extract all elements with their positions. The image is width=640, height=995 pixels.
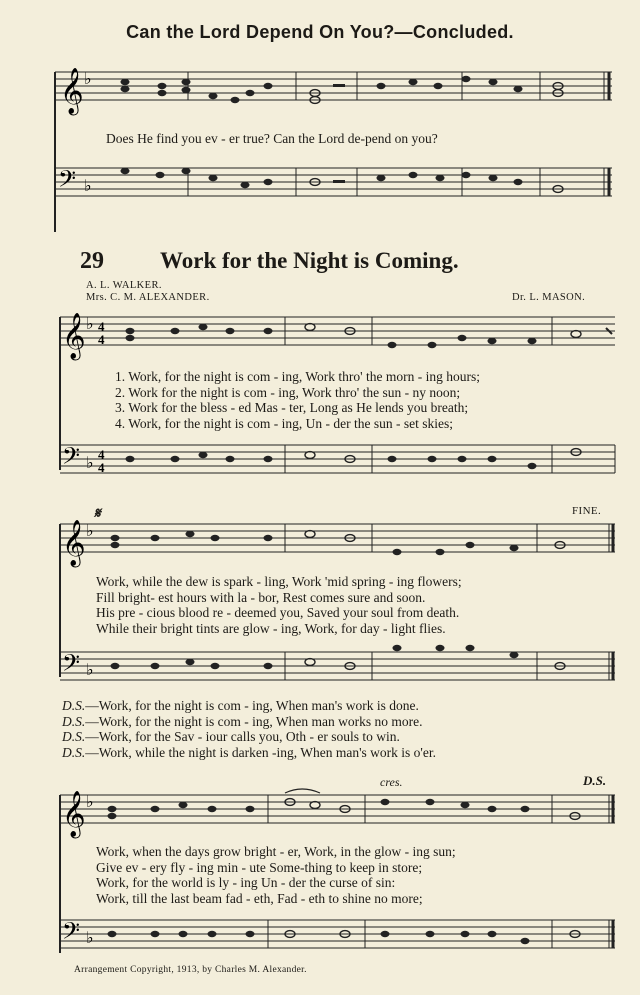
bass-clef-icon: 𝄢 xyxy=(62,442,81,475)
treble-clef-icon: 𝄞 xyxy=(62,520,86,566)
verse-3-line: His pre - cious blood re - deemed you, Saved your soul from death. xyxy=(96,605,460,620)
verse-3-line: 3. Work for the bless - ed Mas - ter, Long as He lends you breath; xyxy=(115,400,469,415)
treble-clef-icon: 𝄞 xyxy=(62,313,86,359)
flat-icon: ♭ xyxy=(86,660,94,679)
svg-text:4: 4 xyxy=(98,460,105,475)
flat-icon: ♭ xyxy=(84,69,92,88)
bass-clef-icon: 𝄢 xyxy=(62,649,81,682)
crescendo-mark: cres. xyxy=(380,775,403,789)
copyright-notice: Arrangement Copyright, 1913, by Charles M. Alexander. xyxy=(74,965,307,975)
svg-text:4: 4 xyxy=(98,447,105,462)
treble-clef-icon: 𝄞 xyxy=(62,791,86,837)
verse-1-line: Work, while the dew is spark - ling, Work 'mid spring - ing flowers; xyxy=(96,574,462,589)
arranger-credit: Mrs. C. M. ALEXANDER. xyxy=(86,292,210,303)
music-credit: Dr. L. MASON. xyxy=(512,292,586,303)
fine-mark: FINE. xyxy=(572,505,602,517)
ds-verse-4-line: D.S.—Work, while the night is darken -ing, When man's work is o'er. xyxy=(62,744,436,760)
hymn-number: 29 xyxy=(80,248,104,274)
time-sig-top: 4 xyxy=(98,319,105,334)
words-credit: A. L. WALKER. xyxy=(86,280,162,291)
treble-clef-icon: 𝄞 xyxy=(60,68,84,114)
hymn-title: Work for the Night is Coming. xyxy=(160,248,459,273)
system1-treble-staff xyxy=(0,305,640,365)
continuation-title: Can the Lord Depend On You?—Concluded. xyxy=(126,22,514,42)
ds-verse-2-line: D.S.—Work, for the night is com - ing, When man works no more. xyxy=(62,713,423,729)
slur xyxy=(285,789,320,793)
top-lyric-line: Does He find you ev - er true? Can the Lord de-pend on you? xyxy=(106,131,438,146)
system1-bass-staff xyxy=(0,435,640,485)
verse-4-line: 4. Work, for the night is com - ing, Un - der the sun - set skies; xyxy=(115,415,453,431)
verse-4-line: While their bright tints are glow - ing, Work, for day - light flies. xyxy=(96,620,446,636)
ds-lyrics xyxy=(62,698,436,760)
flat-icon: ♭ xyxy=(86,453,94,472)
system3-bass-staff xyxy=(0,910,640,960)
flat-icon: ♭ xyxy=(84,176,92,195)
bass-clef-icon: 𝄢 xyxy=(58,165,77,198)
verse-2-line: Give ev - ery fly - ing min - ute Some-thing to keep in store; xyxy=(96,859,423,875)
ds-verse-3-line: D.S.—Work, for the Sav - iour calls you, Oth - er souls to win. xyxy=(62,729,400,744)
verse-2-line: 2. Work for the night is com - ing, Work thro' the sun - ny noon; xyxy=(115,384,461,400)
flat-icon: ♭ xyxy=(86,314,94,333)
verse-3-line: Work, for the world is ly - ing Un - der the curse of sin: xyxy=(96,875,396,890)
flat-icon: ♭ xyxy=(86,521,94,540)
top-treble-staff xyxy=(0,62,640,112)
verse-2-line: Fill bright- est hours with la - bor, Rest comes sure and soon. xyxy=(96,589,426,605)
ds-mark: D.S. xyxy=(583,773,607,788)
system3-treble-staff xyxy=(0,783,640,843)
system3-lyrics xyxy=(96,844,456,906)
segno-icon: 𝄋 xyxy=(94,506,101,522)
time-sig-bottom: 4 xyxy=(98,332,105,347)
system2-bass-staff xyxy=(0,642,640,692)
system2-treble-staff xyxy=(0,512,640,572)
system1-lyrics xyxy=(115,369,480,431)
flat-icon: ♭ xyxy=(86,928,94,947)
top-bass-staff xyxy=(0,158,640,208)
verse-1-line: Work, when the days grow bright - er, Work, in the glow - ing sun; xyxy=(96,844,456,859)
flat-icon: ♭ xyxy=(86,792,94,811)
ds-verse-1-line: D.S.—Work, for the night is com - ing, When man's work is done. xyxy=(62,698,419,713)
system2-lyrics xyxy=(96,574,462,636)
verse-4-line: Work, till the last beam fad - eth, Fad - eth to shine no more; xyxy=(96,890,423,906)
bass-clef-icon: 𝄢 xyxy=(62,917,81,950)
verse-1-line: 1. Work, for the night is com - ing, Work thro' the morn - ing hours; xyxy=(115,369,480,384)
